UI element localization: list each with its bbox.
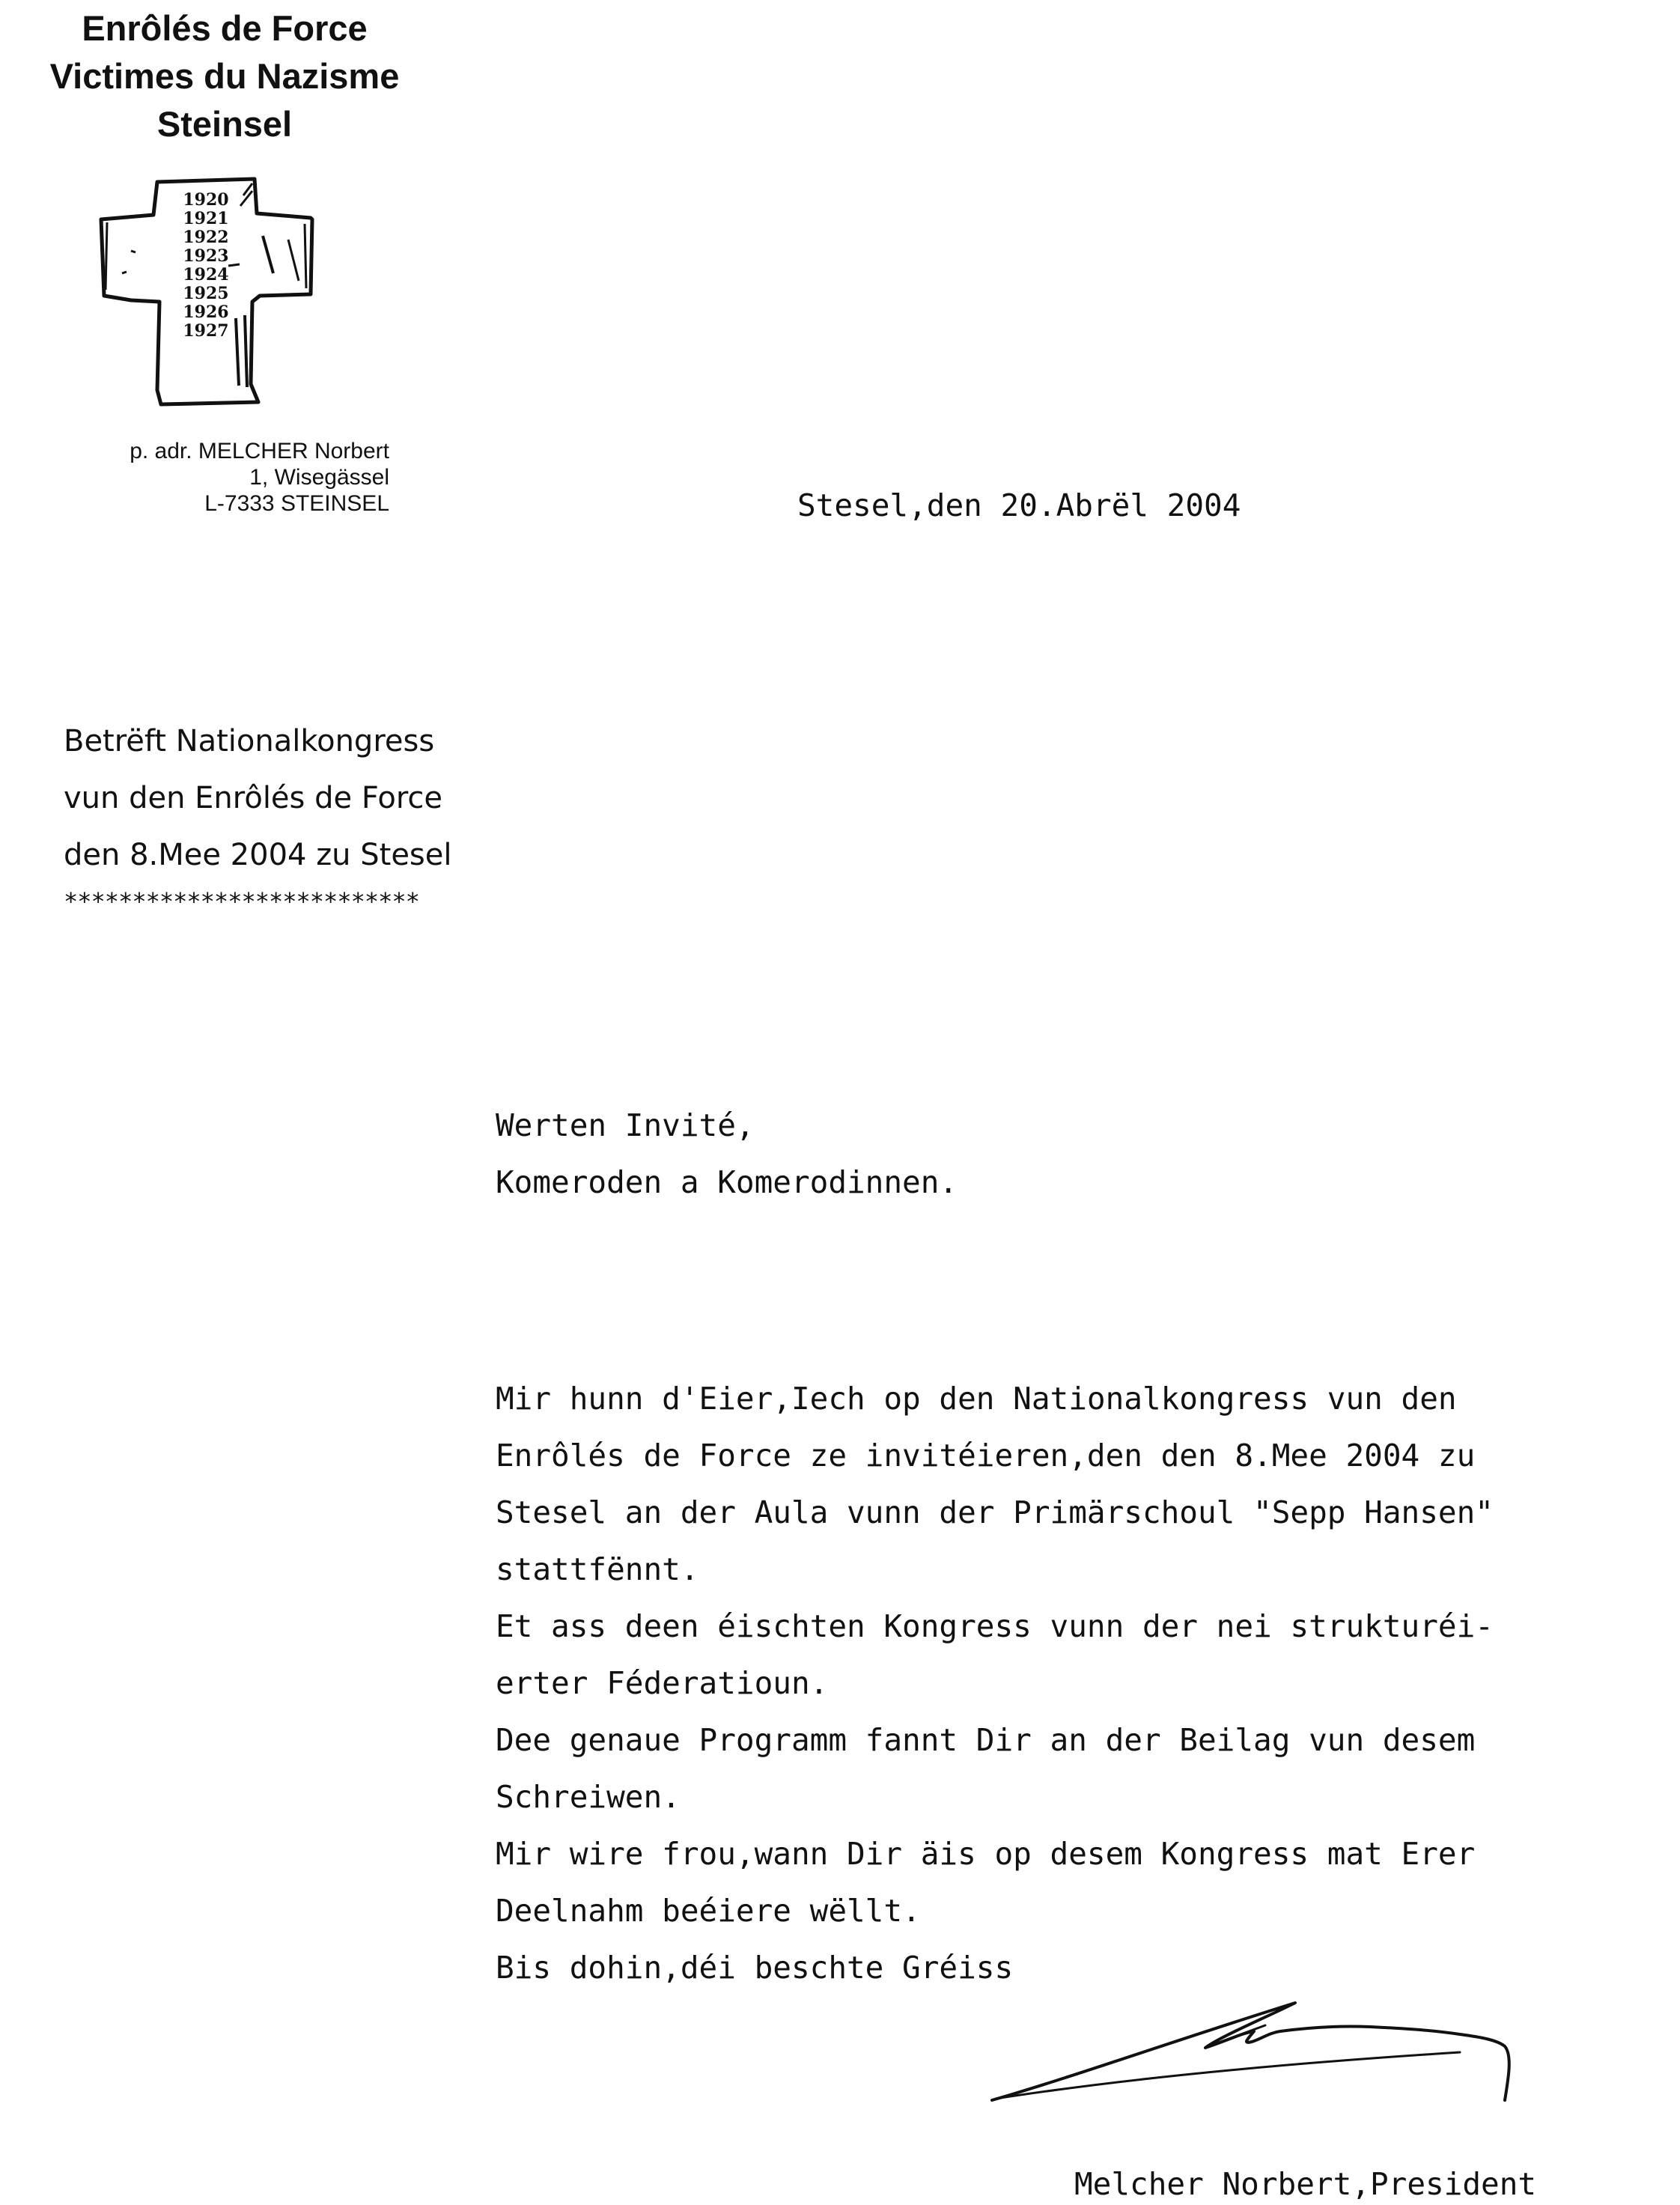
logo-year: 1920 <box>183 190 229 210</box>
address-line-1: p. adr. MELCHER Norbert <box>130 439 389 463</box>
letterhead <box>0 0 449 148</box>
body-line: Schreiwen. <box>496 1779 681 1815</box>
signer-name: Melcher Norbert,President <box>1074 2166 1537 2202</box>
letter-date: Stesel,den 20.Abrël 2004 <box>797 487 1241 523</box>
salutation-line-1: Werten Invité, <box>496 1107 755 1143</box>
logo-years <box>161 191 251 341</box>
org-name-line-1: Enrôlés de Force <box>82 8 368 48</box>
logo-year: 1925 <box>183 284 229 303</box>
subject-line-2: vun den Enrôlés de Force <box>64 781 443 815</box>
subject-underline-stars: ************************** <box>64 887 419 916</box>
body-line: Et ass deen éischten Kongress vunn der nei strukturéi- <box>496 1608 1494 1644</box>
body-line: stattfënnt. <box>496 1551 699 1587</box>
letter-body <box>496 1370 1679 1996</box>
handwritten-signature-icon <box>981 1995 1580 2108</box>
address-line-2: 1, Wisegässel <box>249 465 389 490</box>
sender-address <box>30 438 389 517</box>
logo-year: 1926 <box>183 302 229 322</box>
salutation <box>496 1097 958 1211</box>
subject-block <box>64 713 452 916</box>
body-line: Enrôlés de Force ze invitéieren,den den 8.Mee 2004 zu <box>496 1438 1476 1473</box>
address-line-3: L-7333 STEINSEL <box>204 491 389 516</box>
logo-year: 1922 <box>183 228 229 247</box>
salutation-line-2: Komeroden a Komerodinnen. <box>496 1164 958 1200</box>
logo-year: 1927 <box>183 321 229 341</box>
body-line: Mir wire frou,wann Dir äis op desem Kongress mat Erer <box>496 1836 1476 1872</box>
org-name-line-3: Steinsel <box>156 104 293 144</box>
body-line: Dee genaue Programm fannt Dir an der Beilag vun desem <box>496 1722 1476 1758</box>
logo-year: 1924 <box>183 265 229 285</box>
subject-line-3: den 8.Mee 2004 zu Stesel <box>64 838 452 872</box>
org-name-line-2: Victimes du Nazisme <box>49 56 400 96</box>
body-line: Deelnahm beéiere wëllt. <box>496 1893 921 1929</box>
subject-line-1: Betrëft Nationalkongress <box>64 724 435 758</box>
logo-year: 1923 <box>183 246 229 266</box>
body-line: Bis dohin,déi beschte Gréiss <box>496 1950 1014 1986</box>
logo-year: 1921 <box>183 209 229 228</box>
body-line: erter Féderatioun. <box>496 1665 829 1701</box>
body-line: Mir hunn d'Eier,Iech op den Nationalkongress vun den <box>496 1381 1457 1417</box>
body-line: Stesel an der Aula vunn der Primärschoul "Sepp Hansen" <box>496 1494 1494 1530</box>
cross-memorial-icon <box>86 168 326 416</box>
